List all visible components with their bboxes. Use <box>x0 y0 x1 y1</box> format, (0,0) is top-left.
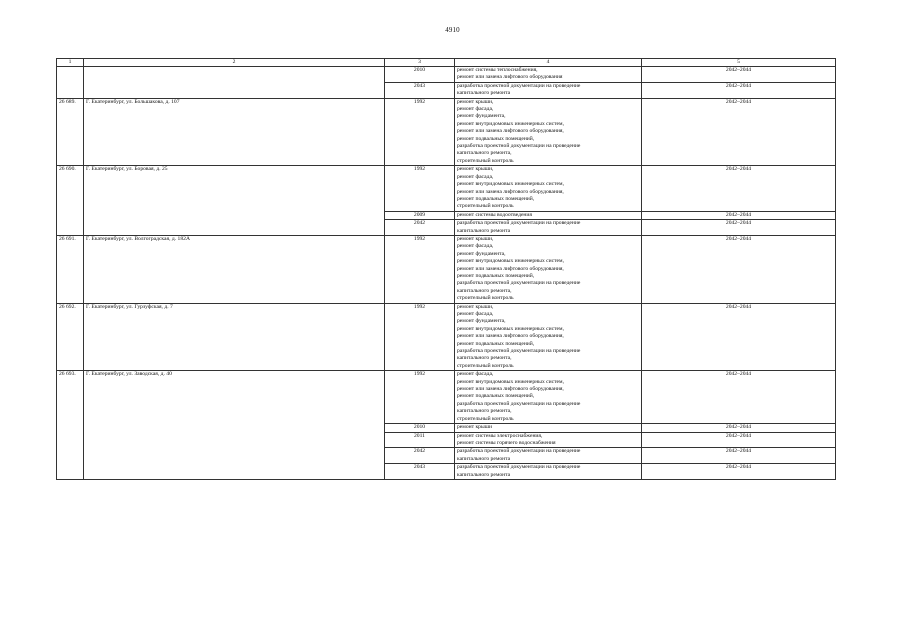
works-cell <box>455 211 642 219</box>
address-cell: Г. Екатеринбург, ул. Заводская, д. 40 <box>84 371 385 480</box>
year-cell: 2010 <box>385 67 455 83</box>
address-cell: Г. Екатеринбург, ул. Волгоградская, д. 182А <box>84 235 385 303</box>
period-cell: 2042–2044 <box>642 211 836 219</box>
period-cell: 2042–2044 <box>642 448 836 464</box>
column-header: 1 <box>57 59 84 67</box>
work-item: ремонт или замена лифтового оборудования, <box>457 333 564 340</box>
year-cell: 2043 <box>385 82 455 98</box>
work-item: разработка проектной документации на проведение <box>457 464 581 471</box>
work-item: капитального ремонта, <box>457 287 512 294</box>
work-item: разработка проектной документации на проведение <box>457 280 581 287</box>
address-cell: Г. Екатеринбург, ул. Гурзуфская, д. 7 <box>84 303 385 371</box>
capital-repair-table <box>56 58 836 480</box>
work-item: ремонт крыши, <box>457 303 494 310</box>
work-item: ремонт фасада, <box>457 371 494 378</box>
year-cell: 1992 <box>385 371 455 424</box>
work-item: ремонт внутридомовых инженерных систем, <box>457 120 564 127</box>
work-item: разработка проектной документации на проведение <box>457 348 581 355</box>
work-item: ремонт крыши, <box>457 98 494 105</box>
row-number-cell: 26 690. <box>57 166 84 236</box>
work-item: разработка проектной документации на проведение <box>457 400 581 407</box>
year-cell: 2010 <box>385 424 455 432</box>
work-item: капитального ремонта, <box>457 150 512 157</box>
period-cell: 2042–2044 <box>642 82 836 98</box>
period-cell: 2042–2044 <box>642 98 836 166</box>
table-row <box>57 67 836 83</box>
work-item: ремонт крыши, <box>457 166 494 173</box>
work-item: капитального ремонта <box>457 471 511 478</box>
table-row <box>57 235 836 303</box>
works-cell <box>455 448 642 464</box>
row-number-cell: 26 692. <box>57 303 84 371</box>
work-item: ремонт или замена лифтового оборудования, <box>457 386 564 393</box>
period-cell: 2042–2044 <box>642 166 836 211</box>
work-item: капитального ремонта <box>457 227 511 234</box>
work-item: ремонт подвальных помещений, <box>457 393 535 400</box>
work-item: разработка проектной документации на проведение <box>457 143 581 150</box>
work-item: ремонт подвальных помещений, <box>457 340 535 347</box>
work-item: ремонт фасада, <box>457 311 494 317</box>
work-item: строительный контроль <box>457 362 514 369</box>
year-cell: 2042 <box>385 220 455 236</box>
year-cell: 2042 <box>385 448 455 464</box>
works-cell <box>455 98 642 166</box>
table-row <box>57 303 836 371</box>
year-cell: 1992 <box>385 98 455 166</box>
work-item: строительный контроль <box>457 415 514 422</box>
work-item: ремонт подвальных помещений, <box>457 272 535 279</box>
address-cell: Г. Екатеринбург, ул. Боровая, д. 25 <box>84 166 385 236</box>
address-cell <box>84 67 385 99</box>
work-item: ремонт фасада, <box>457 106 494 113</box>
work-item: разработка проектной документации на проведение <box>457 448 581 455</box>
works-cell <box>455 424 642 432</box>
work-item: строительный контроль <box>457 203 514 210</box>
row-number-cell: 26 691. <box>57 235 84 303</box>
works-cell <box>455 220 642 236</box>
work-item: ремонт или замена лифтового оборудования, <box>457 128 564 135</box>
table-body <box>57 59 836 480</box>
work-item: ремонт крыши, <box>457 235 494 242</box>
column-header: 2 <box>84 59 385 67</box>
work-item: строительный контроль <box>457 295 514 302</box>
work-item: ремонт фасада, <box>457 243 494 250</box>
period-cell: 2042–2044 <box>642 67 836 83</box>
column-header: 3 <box>385 59 455 67</box>
work-item: ремонт фундамента, <box>457 113 506 120</box>
work-item: ремонт фундамента, <box>457 318 506 325</box>
work-item: ремонт системы теплоснабжения, <box>457 67 538 73</box>
works-cell <box>455 82 642 98</box>
address-cell: Г. Екатеринбург, ул. Большакова, д. 107 <box>84 98 385 166</box>
period-cell: 2042–2044 <box>642 432 836 448</box>
year-cell: 1992 <box>385 303 455 371</box>
period-cell: 2042–2044 <box>642 220 836 236</box>
works-cell <box>455 303 642 371</box>
work-item: ремонт подвальных помещений, <box>457 135 535 142</box>
work-item: ремонт или замена лифтового оборудования, <box>457 188 564 195</box>
work-item: ремонт или замена лифтового оборудования <box>457 74 563 81</box>
period-cell: 2042–2044 <box>642 303 836 371</box>
table-row <box>57 371 836 424</box>
work-item: ремонт подвальных помещений, <box>457 195 535 202</box>
row-number-cell: 26 693. <box>57 371 84 480</box>
period-cell: 2042–2044 <box>642 464 836 480</box>
work-item: ремонт системы водоотведения <box>457 211 532 218</box>
works-cell <box>455 464 642 480</box>
work-item: ремонт внутридомовых инженерных систем, <box>457 258 564 265</box>
row-number-cell <box>57 67 84 99</box>
period-cell: 2042–2044 <box>642 371 836 424</box>
work-item: разработка проектной документации на проведение <box>457 220 581 227</box>
work-item: ремонт фасада, <box>457 173 494 180</box>
work-item: ремонт крыши <box>457 424 493 431</box>
year-cell: 2009 <box>385 211 455 219</box>
period-cell: 2042–2044 <box>642 424 836 432</box>
works-cell <box>455 371 642 424</box>
year-cell: 1992 <box>385 235 455 303</box>
work-item: капитального ремонта <box>457 90 511 97</box>
work-item: ремонт внутридомовых инженерных систем, <box>457 325 564 332</box>
work-item: капитального ремонта <box>457 455 511 462</box>
period-cell: 2042–2044 <box>642 235 836 303</box>
work-item: капитального ремонта, <box>457 408 512 415</box>
year-cell: 1992 <box>385 166 455 211</box>
table-row <box>57 98 836 166</box>
row-number-cell: 26 689. <box>57 98 84 166</box>
work-item: ремонт внутридомовых инженерных систем, <box>457 378 564 385</box>
works-cell <box>455 166 642 211</box>
work-item: ремонт фундамента, <box>457 250 506 257</box>
work-item: ремонт системы электроснабжения, <box>457 432 543 439</box>
year-cell: 2011 <box>385 432 455 448</box>
table-header-row <box>57 59 836 67</box>
works-cell <box>455 432 642 448</box>
work-item: ремонт внутридомовых инженерных систем, <box>457 181 564 188</box>
works-cell <box>455 235 642 303</box>
column-header: 4 <box>455 59 642 67</box>
works-cell <box>455 67 642 83</box>
work-item: разработка проектной документации на проведение <box>457 82 581 89</box>
table-row <box>57 166 836 211</box>
work-item: ремонт системы горячего водоснабжения <box>457 439 556 446</box>
work-item: капитального ремонта, <box>457 355 512 362</box>
year-cell: 2043 <box>385 464 455 480</box>
page-number: 4910 <box>445 26 460 34</box>
work-item: ремонт или замена лифтового оборудования, <box>457 265 564 272</box>
work-item: строительный контроль <box>457 157 514 164</box>
column-header: 5 <box>642 59 836 67</box>
